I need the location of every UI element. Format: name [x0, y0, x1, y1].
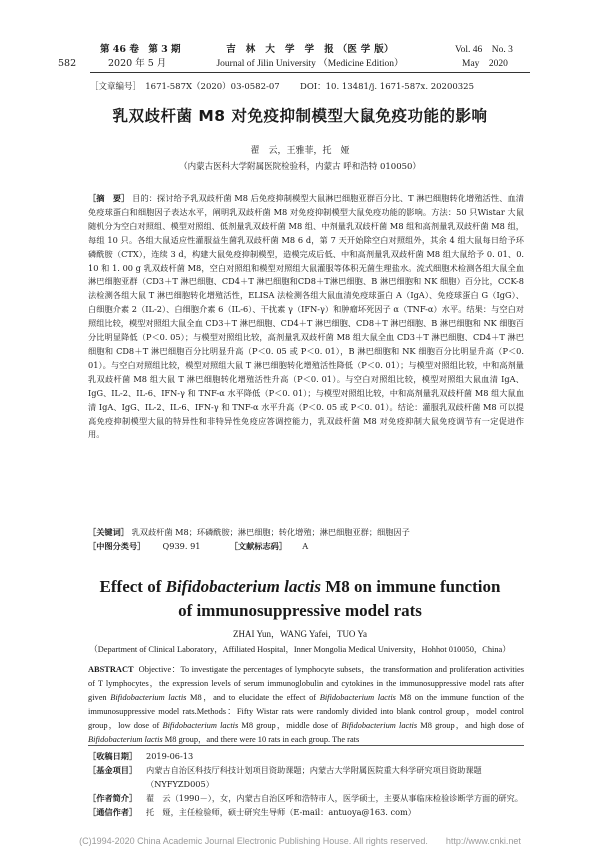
title-en-line2: of immunosuppressive model rats [178, 601, 422, 620]
footnote-author: ［作者简介］ 翟 云（1990－），女，内蒙古自治区呼和浩特市人，医学硕士，主要从事临床检验诊断学方面的研究。 [88, 793, 523, 803]
journal-en: Journal of Jilin University （Medicine Edition） [216, 59, 404, 69]
affiliation-cn: （内蒙古医科大学附属医院检验科，内蒙古 呼和浩特 010050） [179, 162, 421, 172]
authors-en: ZHAI Yun，WANG Yafei，TUO Ya [233, 629, 367, 639]
date-en: May 2020 [462, 59, 508, 69]
clc-code: Q939. 91 [162, 541, 201, 551]
volume-issue-cn: 第 46 卷 第 3 期 [100, 44, 181, 55]
abstract-en: ABSTRACT Objective：To investigate the percentages of lymphocyte subsets，the transformation and proliferation activities of T lymphocytes，the expression levels of serum immunoglobulin and cytokines in the immunosuppressive model rats after given Bifidobacterium lactis M8，and to elucidate the effect of Bifidobacterium lactis M8 on the immune function of the immunosuppressive model rats.Methods：Fifty Wistar rats were randomly divided into blank control group，model control group，low dose of Bifidobacterium lactis M8 group，middle dose of Bifidobacterium lactis M8 group，and high dose of Bifidobacterium lactis M8 group，and there were 10 rats in each group. The rats [88, 665, 525, 744]
journal-cn: 吉 林 大 学 学 报 （医 学 版） [226, 44, 394, 55]
abstract-cn-label: ［摘 要］ [88, 193, 130, 203]
doc-code-label: ［文献标志码］ [229, 541, 288, 551]
abstract-en-label: ABSTRACT [88, 665, 134, 674]
affiliation-en: （Department of Clinical Laboratory，Affiliated Hospital，Inner Mongolia Medical University，Hohhot 010050，China） [89, 645, 511, 654]
keywords-cn-label: ［关键词］ [88, 527, 129, 537]
footnotes [88, 749, 524, 819]
doc-code: A [302, 541, 309, 551]
footnote-corresponding: ［通信作者］ 托 娅，主任检验师，硕士研究生导师（E-mail：antuoya@163. com） [88, 807, 416, 817]
classification [88, 540, 524, 554]
article-id: ［文章编号］ 1671-587Ⅹ（2020）03-0582-07 [90, 82, 280, 92]
keywords-cn-text: 乳双歧杆菌 M8；环磷酰胺；淋巴细胞；转化增殖；淋巴细胞亚群；细胞因子 [131, 527, 410, 537]
footnote-received: ［收稿日期］ 2019-06-13 [88, 751, 194, 761]
title-cn: 乳双歧杆菌 M8 对免疫抑制模型大鼠免疫功能的影响 [112, 107, 488, 125]
footnote-funding: ［基金项目］ 内蒙古自治区科技厅科技计划项目资助课题；内蒙古大学附属医院重大科学研究项目资助课题（NYFYZD005） [88, 765, 482, 789]
title-en [40, 575, 560, 623]
page-number: 582 [58, 58, 77, 69]
abstract-cn [88, 192, 524, 442]
keywords-cn [88, 526, 524, 540]
volume-issue-en: Vol. 46 No. 3 [455, 45, 513, 55]
date-cn: 2020 年 5 月 [108, 58, 167, 69]
doi: DOI：10. 13481/j. 1671-587x. 20200325 [300, 82, 474, 92]
objective-label: Objective： [138, 665, 181, 674]
methods-label: Methods： [196, 707, 237, 716]
copyright-watermark: (C)1994-2020 China Academic Journal Electronic Publishing House. All rights reserved. http://www.cnki.net [79, 836, 521, 846]
abstract-cn-text: 目的：探讨给予乳双歧杆菌 M8 后免疫抑制模型大鼠淋巴细胞亚群百分比、T 淋巴细胞转化增殖活性、血清免疫球蛋白和细胞因子表达水平，阐明乳双歧杆菌 M8 对免疫抑制模型大鼠免疫功能的影响。方法：50 只Wistar 大鼠随机分为空白对照组、模型对照组、低剂量乳双歧杆菌 M8 组、中剂量乳双歧杆菌 M8 组和高剂量乳双歧杆菌 M8 组，每组 10 只。各组大鼠适应性灌服益生菌乳双歧杆菌 M8 6 d，第 7 天开始除空白对照组外，其余 4 组大鼠每日给予环磷酰胺（CTX），连续 3 d，构建大鼠免疫抑制模型，造模完成后低、中和高剂量乳双歧杆菌 M8 组大鼠给予 0. 01、0. 10 和 1. 00 g 乳双歧杆菌 M8，空白对照组和模型对照组大鼠灌服等体积无菌生理盐水。流式细胞术检测各组大鼠全血淋巴细胞亚群（CD3＋T 淋巴细胞、CD4＋T 淋巴细胞和CD8＋T淋巴细胞、B 淋巴细胞和 NK 细胞）百分比，CCK-8 法检测各组大鼠 T 淋巴细胞转化增殖活性，ELISA 法检测各组大鼠血清免疫球蛋白 A（IgA）、免疫球蛋白 G（IgG）、白细胞介素 2（IL-2）、白细胞介素 6（IL-6）、干扰素 γ（IFN-γ）和肿瘤坏死因子 α（TNF-α）水平。结果：与空白对照组比较，模型对照组大鼠全血 CD3＋T 淋巴细胞、CD4＋T 淋巴细胞、CD8＋T 淋巴细胞、B 淋巴细胞和 NK 细胞百分比明显降低（P＜0. 05）；与模型对照组比较，高剂量乳双歧杆菌 M8 组大鼠全血 CD3＋T 淋巴细胞、CD4＋T 淋巴细胞和 CD8＋T 淋巴细胞百分比明显升高（P＜0. 05 或 P＜0. 01），B 淋巴细胞和 NK 细胞百分比明显升高（P＜0. 01）。与空白对照组比较，模型对照组大鼠 T 淋巴细胞转化增殖活性降低（P＜0. 01）；与模型对照组比较，中和高剂量乳双歧杆菌 M8 组大鼠 T 淋巴细胞转化增殖活性升高（P＜0. 01）。与空白对照组比较，模型对照组大鼠血清 IgA、IgG、IL-2、IL-6、IFN-γ 和 TNF-α 水平降低（P＜0. 01）；与模型对照组比较，中和高剂量乳双歧杆菌 M8 组大鼠血清 IgA、IgG、IL-2、IL-6、IFN-γ 和 TNF-α 水平升高（P＜0. 05 或 P＜0. 01）。结论：灌服乳双歧杆菌 M8 可以提高免疫抑制模型大鼠的特异性和非特异性免疫应答调控能力，乳双歧杆菌 M8 对免疫抑制大鼠免疫调节有一定促进作用。 [88, 193, 524, 440]
header-rule [90, 72, 530, 73]
title-en-line1: Effect of Bifidobacterium lactis M8 on immune function [99, 577, 501, 596]
footnote-rule [88, 745, 524, 746]
clc-label: ［中图分类号］ [88, 541, 146, 551]
authors-cn: 翟 云，王雅菲，托 娅 [250, 146, 350, 156]
